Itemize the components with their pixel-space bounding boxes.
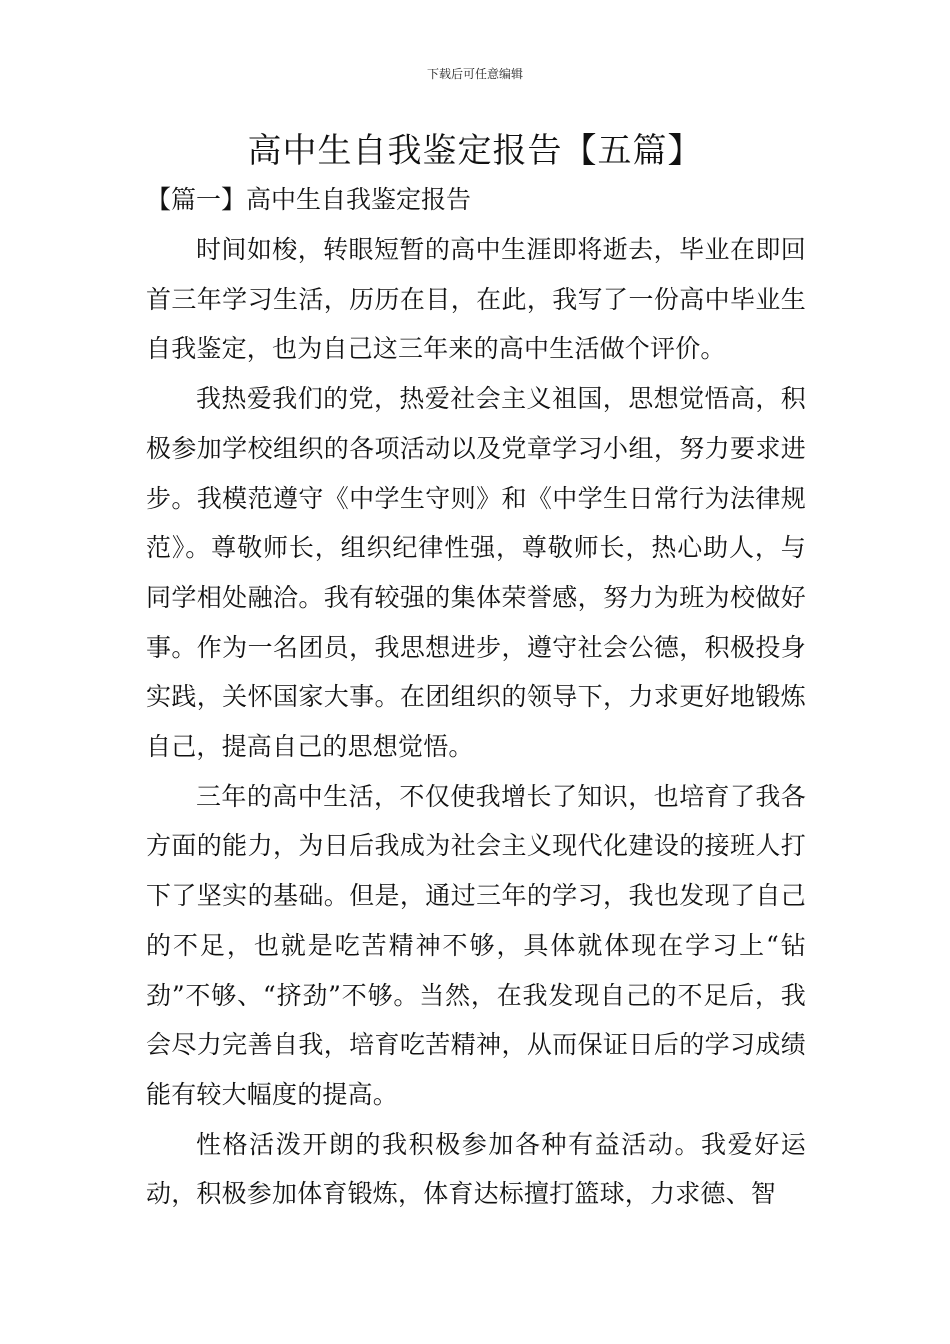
- document-body: [146, 225, 806, 1219]
- paragraph-3: 三年的高中生活，不仅使我增长了知识，也培育了我各方面的能力，为日后我成为社会主义现代化建设的接班人打下了坚实的基础。但是，通过三年的学习，我也发现了自己的不足，也就是吃苦精神不够，具体就体现在学习上“钻劲”不够、“挤劲”不够。当然，在我发现自己的不足后，我会尽力完善自我，培育吃苦精神，从而保证日后的学习成绩能有较大幅度的提高。: [146, 781, 806, 1109]
- document-title: 高中生自我鉴定报告【五篇】: [247, 131, 703, 171]
- paragraph-4: 性格活泼开朗的我积极参加各种有益活动。我爱好运动，积极参加体育锻炼，体育达标擅打篮球，力求德、智: [146, 1129, 806, 1209]
- paragraph-2: 我热爱我们的党，热爱社会主义祖国，思想觉悟高，积极参加学校组织的各项活动以及党章学习小组，努力要求进步。我模范遵守《中学生守则》和《中学生日常行为法律规范》。尊敬师长，组织纪律性强，尊敬师长，热心助人，与同学相处融洽。我有较强的集体荣誉感，努力为班为校做好事。作为一名团员，我思想进步，遵守社会公德，积极投身实践，关怀国家大事。在团组织的领导下，力求更好地锻炼自己，提高自己的思想觉悟。: [146, 384, 806, 762]
- section-heading: 【篇一】高中生自我鉴定报告: [146, 185, 472, 214]
- paragraph-1: 时间如梭，转眼短暂的高中生涯即将逝去，毕业在即回首三年学习生活，历历在目，在此，我写了一份高中毕业生自我鉴定，也为自己这三年来的高中生活做个评价。: [146, 235, 806, 364]
- header-note: 下载后可任意编辑: [426, 67, 523, 81]
